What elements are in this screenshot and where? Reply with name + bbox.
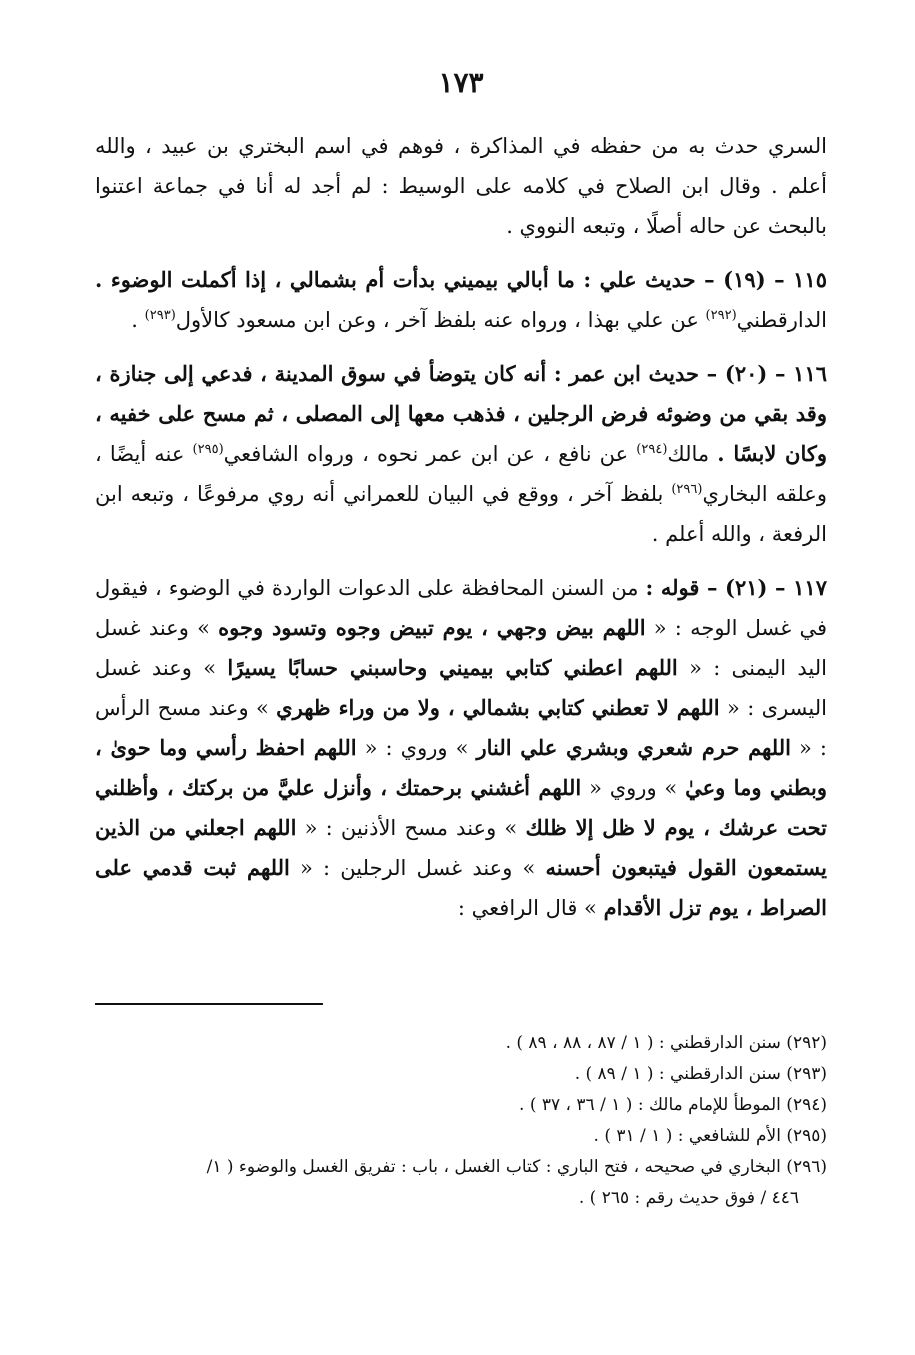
dua-face: اللهم بيض وجهي ، يوم تبيض وجوه وتسود وجوه <box>218 615 646 640</box>
hadith-117-text-2: » وعند غسل اليد اليمنى : « <box>95 616 827 680</box>
hadith-115-text-2: عن علي بهذا ، ورواه عنه بلفظ آخر ، وعن ابن مسعود كالأول <box>175 308 699 332</box>
hadith-115-text-3: . <box>131 308 138 332</box>
paragraph-hadith-117 <box>95 568 827 928</box>
hadith-117-text-8: » وعند غسل الرجلين : « <box>300 856 536 880</box>
paragraph-intro <box>95 126 827 246</box>
hadith-117-text-5: » وروي : « <box>364 736 469 760</box>
hadith-115-text-1: الدارقطني <box>736 308 827 332</box>
page-number: ١٧٣ <box>438 66 484 99</box>
footnote-294: (٢٩٤) الموطأ للإمام مالك : ( ١ / ٣٦ ، ٣٧ ) . <box>519 1095 827 1115</box>
footnote-ref-294: (٢٩٤) <box>636 442 668 457</box>
hadith-117-text-9: » قال الرافعي : <box>457 896 597 920</box>
hadith-116-text-1: مالك <box>667 442 710 466</box>
footnote-ref-296: (٢٩٦) <box>671 482 703 497</box>
hadith-117-text-1: من السنن المحافظة على الدعوات الواردة في الوضوء ، فيقول في غسل الوجه : « <box>95 576 827 640</box>
book-page <box>95 0 827 1355</box>
hadith-117-text-7: » وعند مسح الأذنين : « <box>304 816 518 840</box>
dua-left-hand: اللهم لا تعطني كتابي بشمالي ، ولا من وراء ظهري <box>276 695 720 720</box>
intro-text: السري حدث به من حفظه في المذاكرة ، فوهم في اسم البختري بن عبيد ، والله أعلم . وقال ابن الصلاح في كلامه على الوسيط : لم أجد له أنا في جماعة اعتنوا بالبحث عن حاله أصلًا ، وتبعه النووي . <box>95 134 827 238</box>
paragraph-hadith-116 <box>95 354 827 554</box>
footnote-296: (٢٩٦) البخاري في صحيحه ، فتح الباري : كتاب الغسل ، باب : تفريق الغسل والوضوء ( ١/ <box>206 1157 827 1177</box>
hadith-117-heading: ١١٧ – (٢١) – قوله : <box>645 575 827 600</box>
dua-ears: اللهم اجعلني من الذين يستمعون القول فيتبعون أحسنه <box>95 815 827 880</box>
footnote-293: (٢٩٣) سنن الدارقطني : ( ١ / ٨٩ ) . <box>574 1064 827 1084</box>
dua-right-hand: اللهم اعطني كتابي بيميني وحاسبني حسابًا يسيرًا <box>227 655 678 680</box>
footnote-296-continuation: ٤٤٦ / فوق حديث رقم : ٢٦٥ ) . <box>578 1188 799 1208</box>
hadith-115-heading: ١١٥ – (١٩) – حديث علي : ما أبالي بيميني بدأت أم بشمالي ، إذا أكملت الوضوء . <box>95 267 827 292</box>
footnote-ref-295: (٢٩٥) <box>192 442 224 457</box>
footnotes <box>95 1028 827 1214</box>
hadith-116-heading: ١١٦ – (٢٠) – حديث ابن عمر : أنه كان يتوضأ في سوق المدينة ، فدعي إلى جنازة ، وقد بقي من وضوئه فرض الرجلين ، فذهب معها إلى المصلى ، ثم مسح على خفيه ، وكان لابسًا . <box>95 361 828 466</box>
footnote-292: (٢٩٢) سنن الدارقطني : ( ١ / ٨٧ ، ٨٨ ، ٨٩ ) . <box>505 1033 827 1053</box>
footnote-295: (٢٩٥) الأم للشافعي : ( ١ / ٣١ ) . <box>593 1126 827 1146</box>
hadith-117-text-6: » وروي « <box>589 776 678 800</box>
dua-mercy: اللهم أغشني برحمتك ، وأنزل عليَّ من بركتك ، وأظلني تحت عرشك ، يوم لا ظل إلا ظلك <box>95 775 827 840</box>
main-text <box>95 126 827 942</box>
hadith-116-text-3: عنه أيضًا ، وعلقه البخاري <box>95 442 827 506</box>
footnote-ref-293: (٢٩٣) <box>144 308 176 323</box>
footnote-divider <box>95 1003 323 1005</box>
paragraph-hadith-115 <box>95 260 827 340</box>
dua-feet: اللهم ثبت قدمي على الصراط ، يوم تزل الأقدام <box>95 855 827 920</box>
hadith-117-text-4: » وعند مسح الرأس : « <box>95 696 827 760</box>
dua-head: اللهم حرم شعري وبشري علي النار <box>476 735 791 760</box>
dua-protect: اللهم احفظ رأسي وما حوىٰ ، وبطني وما وعيٰ <box>95 735 827 800</box>
hadith-116-text-4: بلفظ آخر ، ووقع في البيان للعمراني أنه روي مرفوعًا ، وتبعه ابن الرفعة ، والله أعلم . <box>95 482 827 546</box>
hadith-116-text-2: عن نافع ، عن ابن عمر نحوه ، ورواه الشافعي <box>223 442 629 466</box>
hadith-117-text-3: » وعند غسل اليسرى : « <box>95 656 827 720</box>
footnote-ref-292: (٢٩٢) <box>705 308 737 323</box>
